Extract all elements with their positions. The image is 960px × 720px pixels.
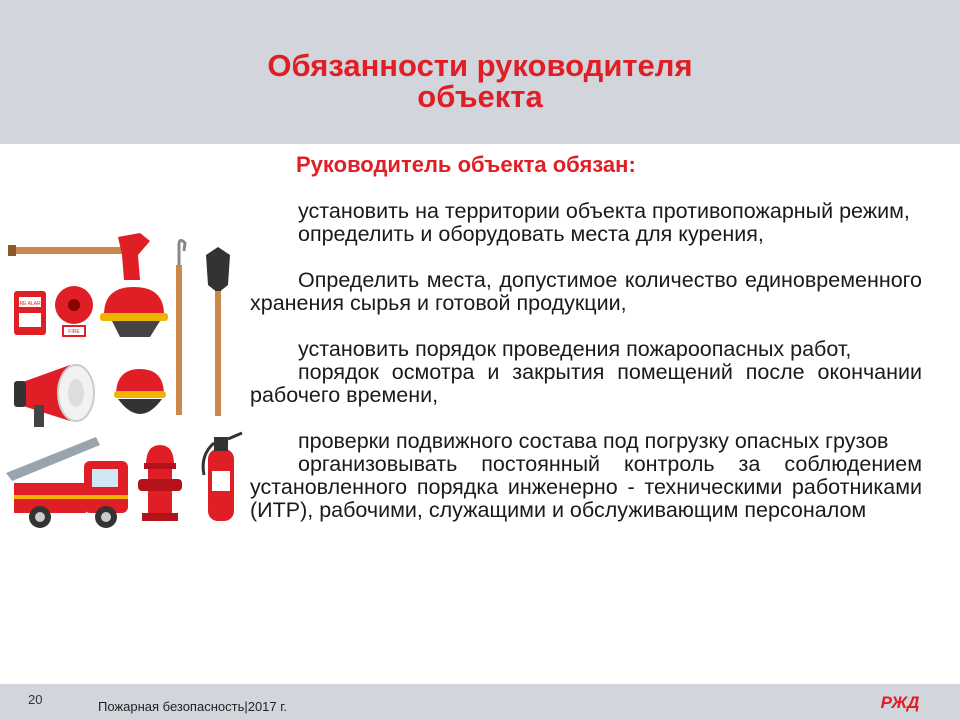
alarm-label: FIRE ALARM: [15, 301, 45, 307]
slide-title-line1: Обязанности руководителя: [267, 48, 693, 83]
bell-label: FIRE: [68, 329, 80, 335]
logo-text: РЖД: [880, 693, 920, 712]
duty-item: определить и оборудовать места для курения,: [298, 222, 764, 246]
duty-item: установить порядок проведения пожароопасных работ,: [298, 337, 852, 361]
rzd-logo-icon: [872, 691, 928, 713]
page-number: 20: [28, 692, 43, 707]
shovel-icon: [206, 247, 230, 416]
fire-bell-icon: [55, 286, 93, 337]
duty-item: порядок осмотра и закрытия помещений после окончании рабочего времени,: [250, 360, 922, 407]
slide-title-line2: объекта: [417, 79, 543, 114]
fire-axe-icon: [8, 233, 150, 280]
duty-item: проверки подвижного состава под погрузку опасных грузов: [298, 429, 889, 453]
alarm-button-icon: [14, 291, 46, 335]
fire-truck-icon: [6, 437, 128, 528]
duty-item: установить на территории объекта противопожарный режим,: [298, 199, 910, 223]
slide-subtitle: Руководитель объекта обязан:: [296, 152, 636, 177]
megaphone-icon: [14, 365, 94, 427]
duty-item: организовывать постоянный контроль за соблюдением установленного порядка инженерно - техническими работниками (ИТР), рабочими, служащими и обслуживающим персоналом: [250, 452, 922, 522]
helmet-visor-icon: [114, 369, 166, 414]
fire-helmet-icon: [100, 287, 168, 337]
fire-hook-icon: [176, 240, 185, 415]
fire-equipment-illustration: [0, 225, 248, 535]
footer-text: Пожарная безопасность|2017 г.: [98, 699, 288, 714]
duty-item: Определить места, допустимое количество единовременного хранения сырья и готовой продукции,: [250, 268, 922, 315]
duties-list: [250, 200, 922, 522]
fire-hydrant-icon: [138, 445, 182, 521]
fire-extinguisher-icon: [203, 433, 242, 521]
slide-title: [0, 50, 960, 112]
